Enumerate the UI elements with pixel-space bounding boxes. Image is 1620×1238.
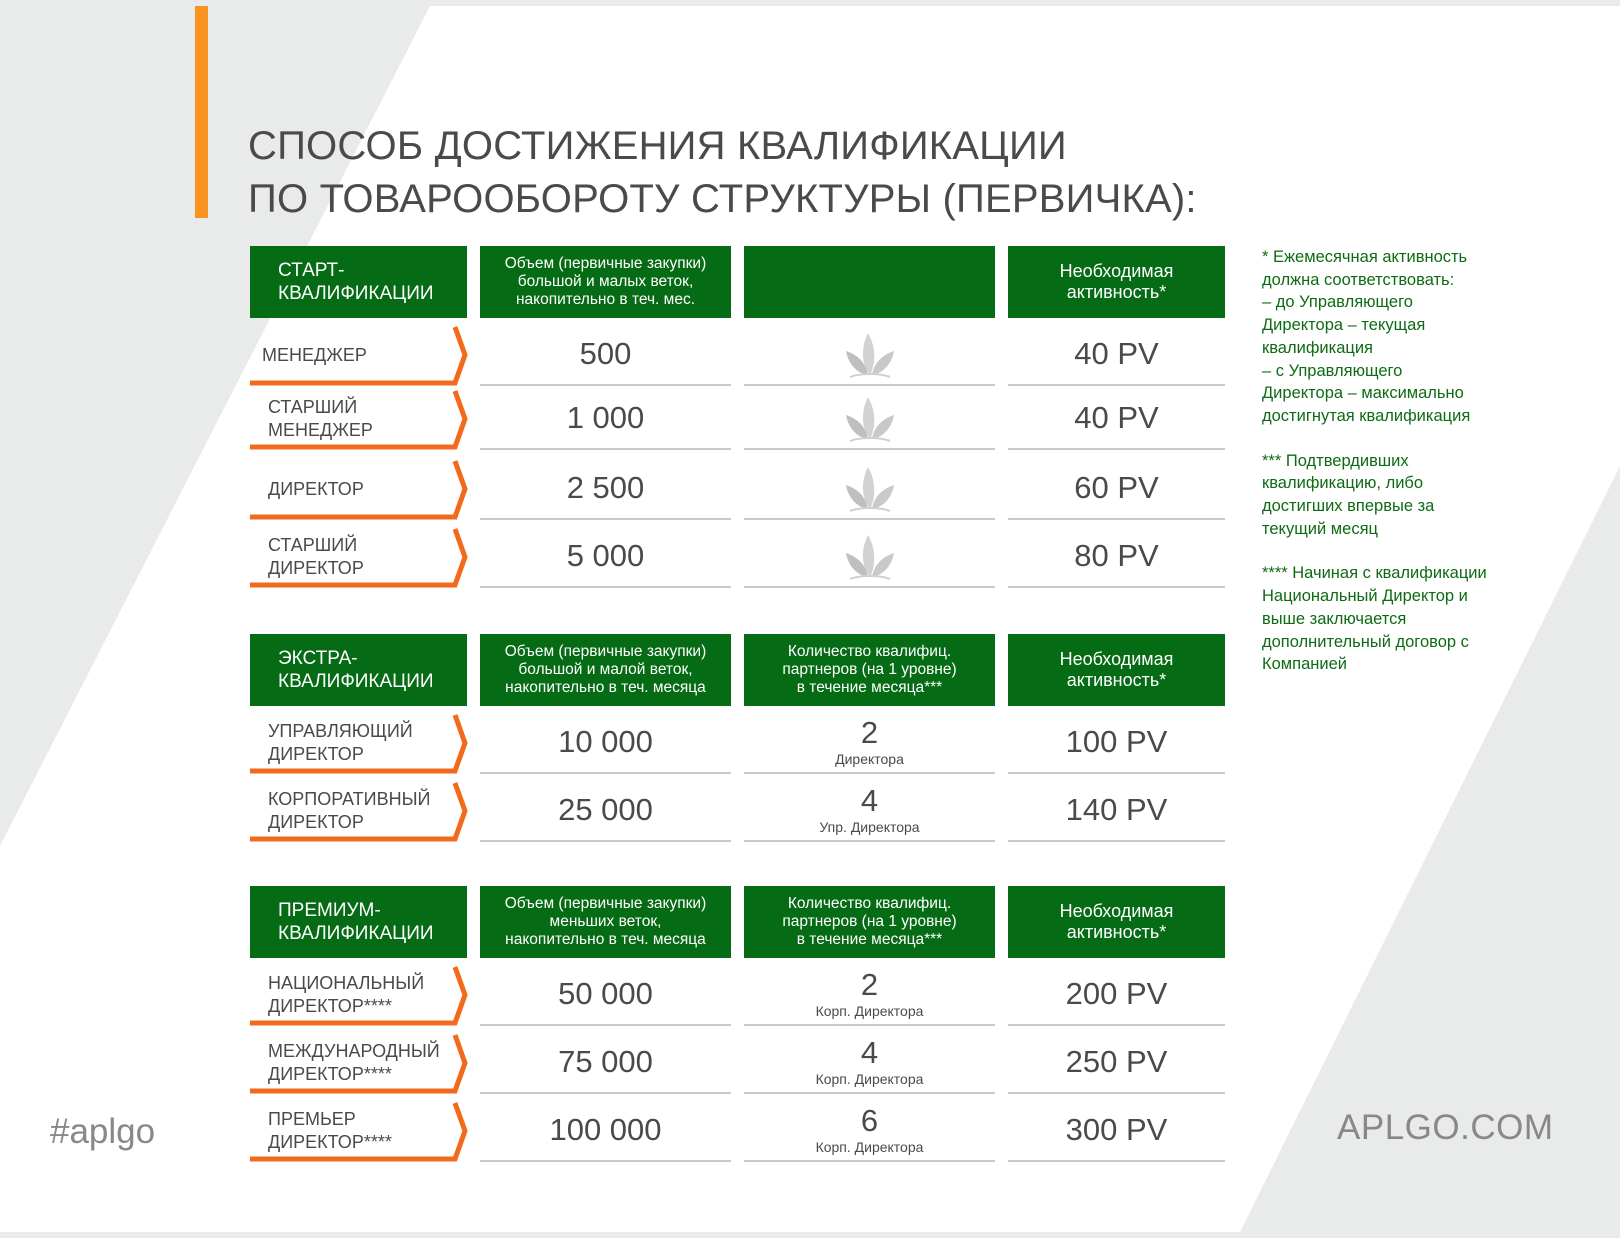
qualification-name: УПРАВЛЯЮЩИЙ ДИРЕКТОР [268, 721, 413, 764]
start-volume-cell [480, 388, 731, 450]
qualification-name: СТАРШИЙ ДИРЕКТОР [268, 535, 364, 578]
extra-partners-cell [744, 712, 995, 774]
premium-partners-cell [744, 964, 995, 1026]
partners-count: 4 [860, 1035, 879, 1070]
partners-type: Корп. Директора [815, 1139, 924, 1155]
volume-value: 5 000 [566, 538, 645, 573]
website-link[interactable]: APLGO.COM [1337, 1108, 1554, 1147]
partners-type: Упр. Директора [819, 819, 920, 835]
leaf-icon [842, 463, 898, 513]
leaf-icon [842, 393, 898, 443]
start-partners-cell [744, 526, 995, 588]
start-activity-cell [1008, 458, 1225, 520]
page-title [248, 120, 1197, 226]
qualification-name: СТАРШИЙ МЕНЕДЖЕР [268, 397, 373, 440]
premium-header-col-1: ПРЕМИУМ- КВАЛИФИКАЦИИ [250, 886, 467, 958]
partners-count: 2 [860, 715, 879, 750]
premium-activity-cell [1008, 1100, 1225, 1162]
title-line-1: СПОСОБ ДОСТИЖЕНИЯ КВАЛИФИКАЦИИ [248, 124, 1067, 168]
qualification-name: МЕЖДУНАРОДНЫЙ ДИРЕКТОР**** [268, 1041, 440, 1084]
extra-activity-cell [1008, 712, 1225, 774]
premium-partners-cell [744, 1100, 995, 1162]
activity-value: 40 PV [1074, 400, 1159, 435]
start-row-label [250, 324, 467, 386]
footnote-activity: * Ежемесячная активность должна соответствовать: – до Управляющего Директора – текущая квалификация – с Управляющего Директора – максимально достигнутая квалификация [1262, 248, 1471, 425]
footnote-contract: **** Начиная с квалификации Национальный Директор и выше заключается дополнительный договор с Компанией [1262, 564, 1487, 674]
extra-activity-cell [1008, 780, 1225, 842]
extra-header-col-2: Объем (первичные закупки) большой и малой веток, накопительно в теч. месяца [480, 634, 731, 706]
extra-volume-cell [480, 712, 731, 774]
start-activity-cell [1008, 388, 1225, 450]
qualification-name: НАЦИОНАЛЬНЫЙ ДИРЕКТОР**** [268, 973, 425, 1016]
premium-row-label [250, 1100, 467, 1162]
slide [0, 6, 1620, 1232]
footnote-confirmed: *** Подтвердивших квалификацию, либо достигших впервые за текущий месяц [1262, 451, 1435, 538]
extra-header-col-4: Необходимая активность* [1008, 634, 1225, 706]
extra-partners-cell [744, 780, 995, 842]
qualification-name: ДИРЕКТОР [268, 478, 364, 499]
premium-volume-cell [480, 1032, 731, 1094]
volume-value: 100 000 [549, 1112, 662, 1147]
start-partners-cell [744, 388, 995, 450]
extra-row-label [250, 712, 467, 774]
extra-header-col-3: Количество квалифиц. партнеров (на 1 уровне) в течение месяца*** [744, 634, 995, 706]
accent-bar [195, 6, 208, 218]
premium-volume-cell [480, 1100, 731, 1162]
activity-value: 200 PV [1065, 976, 1168, 1011]
partners-count: 4 [860, 783, 879, 818]
partners-type: Директора [835, 751, 904, 767]
extra-header-col-1: ЭКСТРА- КВАЛИФИКАЦИИ [250, 634, 467, 706]
premium-activity-cell [1008, 964, 1225, 1026]
extra-volume-cell [480, 780, 731, 842]
activity-value: 300 PV [1065, 1112, 1168, 1147]
start-header-col-1: СТАРТ- КВАЛИФИКАЦИИ [250, 246, 467, 318]
volume-value: 1 000 [566, 400, 645, 435]
volume-value: 50 000 [558, 976, 653, 1011]
qualification-name: ПРЕМЬЕР ДИРЕКТОР**** [268, 1109, 392, 1152]
start-partners-cell [744, 458, 995, 520]
premium-header-col-3: Количество квалифиц. партнеров (на 1 уровне) в течение месяца*** [744, 886, 995, 958]
leaf-icon [842, 531, 898, 581]
start-activity-cell [1008, 526, 1225, 588]
premium-partners-cell [744, 1032, 995, 1094]
premium-volume-cell [480, 964, 731, 1026]
volume-value: 500 [579, 336, 632, 371]
start-volume-cell [480, 458, 731, 520]
partners-count: 6 [860, 1103, 879, 1138]
premium-row-label [250, 964, 467, 1026]
start-header-col-2: Объем (первичные закупки) большой и малых веток, накопительно в теч. мес. [480, 246, 731, 318]
volume-value: 2 500 [566, 470, 645, 505]
partners-count: 2 [860, 967, 879, 1002]
volume-value: 10 000 [558, 724, 653, 759]
premium-row-label [250, 1032, 467, 1094]
activity-value: 250 PV [1065, 1044, 1168, 1079]
start-header-col-3 [744, 246, 995, 318]
partners-type: Корп. Директора [815, 1071, 924, 1087]
start-partners-cell [744, 324, 995, 386]
start-row-label [250, 388, 467, 450]
hashtag: #aplgo [50, 1112, 156, 1151]
qualification-name: КОРПОРАТИВНЫЙ ДИРЕКТОР [268, 789, 431, 832]
activity-value: 140 PV [1065, 792, 1168, 827]
start-volume-cell [480, 526, 731, 588]
footnotes [1262, 246, 1602, 698]
activity-value: 40 PV [1074, 336, 1159, 371]
extra-row-label [250, 780, 467, 842]
activity-value: 100 PV [1065, 724, 1168, 759]
volume-value: 75 000 [558, 1044, 653, 1079]
title-line-2: ПО ТОВАРООБОРОТУ СТРУКТУРЫ (ПЕРВИЧКА): [248, 177, 1197, 221]
start-row-label [250, 458, 467, 520]
start-activity-cell [1008, 324, 1225, 386]
qualification-name: МЕНЕДЖЕР [262, 344, 367, 365]
activity-value: 80 PV [1074, 538, 1159, 573]
activity-value: 60 PV [1074, 470, 1159, 505]
start-row-label [250, 526, 467, 588]
premium-activity-cell [1008, 1032, 1225, 1094]
start-header-col-4: Необходимая активность* [1008, 246, 1225, 318]
partners-type: Корп. Директора [815, 1003, 924, 1019]
start-volume-cell [480, 324, 731, 386]
premium-header-col-2: Объем (первичные закупки) меньших веток, накопительно в теч. месяца [480, 886, 731, 958]
premium-header-col-4: Необходимая активность* [1008, 886, 1225, 958]
leaf-icon [842, 329, 898, 379]
volume-value: 25 000 [558, 792, 653, 827]
